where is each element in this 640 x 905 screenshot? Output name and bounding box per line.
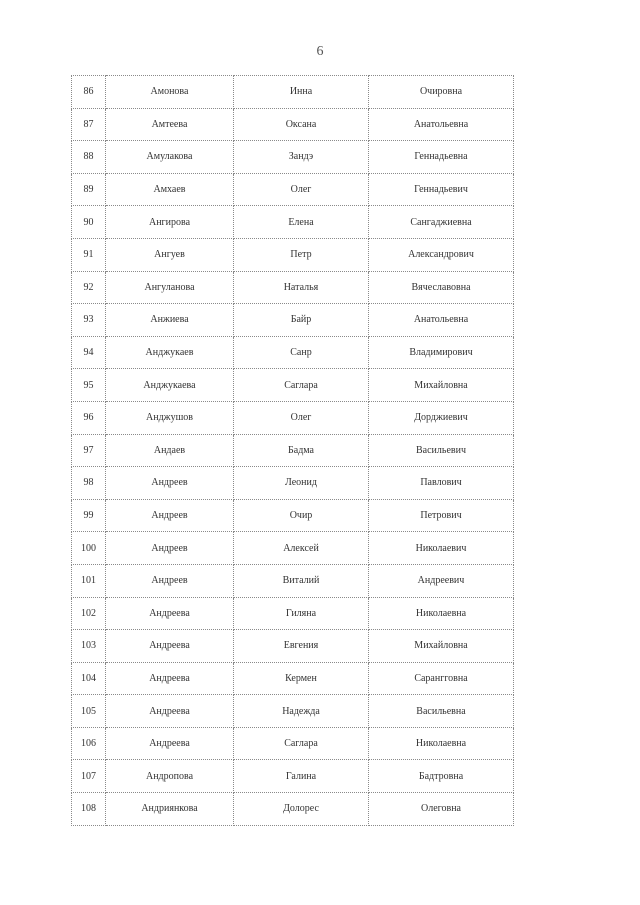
last-name: Амулакова	[106, 141, 234, 174]
row-number: 96	[72, 401, 106, 434]
first-name: Саглара	[234, 727, 369, 760]
row-number: 86	[72, 76, 106, 109]
table-row	[72, 141, 514, 174]
row-number: 97	[72, 434, 106, 467]
last-name: Ангирова	[106, 206, 234, 239]
patronymic: Николаевна	[369, 727, 514, 760]
first-name: Наталья	[234, 271, 369, 304]
table-row	[72, 108, 514, 141]
last-name: Ангуланова	[106, 271, 234, 304]
table-row	[72, 793, 514, 826]
last-name: Андреева	[106, 630, 234, 663]
row-number: 94	[72, 336, 106, 369]
patronymic: Александрович	[369, 238, 514, 271]
table-row	[72, 304, 514, 337]
last-name: Андреев	[106, 564, 234, 597]
patronymic: Дорджиевич	[369, 401, 514, 434]
first-name: Гиляна	[234, 597, 369, 630]
row-number: 93	[72, 304, 106, 337]
first-name: Олег	[234, 173, 369, 206]
first-name: Олег	[234, 401, 369, 434]
last-name: Андреева	[106, 727, 234, 760]
last-name: Анджукаев	[106, 336, 234, 369]
last-name: Амтеева	[106, 108, 234, 141]
row-number: 105	[72, 695, 106, 728]
patronymic: Вячеславовна	[369, 271, 514, 304]
first-name: Оксана	[234, 108, 369, 141]
patronymic: Николаевна	[369, 597, 514, 630]
table-row	[72, 173, 514, 206]
last-name: Андреев	[106, 499, 234, 532]
roster-table	[71, 75, 514, 826]
row-number: 87	[72, 108, 106, 141]
page-number: 6	[316, 44, 324, 59]
last-name: Андреева	[106, 695, 234, 728]
patronymic: Геннадьевна	[369, 141, 514, 174]
first-name: Галина	[234, 760, 369, 793]
first-name: Зандэ	[234, 141, 369, 174]
first-name: Долорес	[234, 793, 369, 826]
patronymic: Васильевна	[369, 695, 514, 728]
last-name: Амхаев	[106, 173, 234, 206]
row-number: 89	[72, 173, 106, 206]
last-name: Андаев	[106, 434, 234, 467]
patronymic: Олеговна	[369, 793, 514, 826]
last-name: Ангуев	[106, 238, 234, 271]
table-row	[72, 630, 514, 663]
first-name: Байр	[234, 304, 369, 337]
row-number: 98	[72, 467, 106, 500]
row-number: 88	[72, 141, 106, 174]
row-number: 103	[72, 630, 106, 663]
patronymic: Анатольевна	[369, 304, 514, 337]
row-number: 92	[72, 271, 106, 304]
last-name: Анжиева	[106, 304, 234, 337]
roster-table-body	[72, 76, 514, 826]
row-number: 95	[72, 369, 106, 402]
row-number: 107	[72, 760, 106, 793]
table-row	[72, 532, 514, 565]
row-number: 99	[72, 499, 106, 532]
table-row	[72, 695, 514, 728]
first-name: Санр	[234, 336, 369, 369]
table-row	[72, 499, 514, 532]
patronymic: Николаевич	[369, 532, 514, 565]
last-name: Анджукаева	[106, 369, 234, 402]
table-row	[72, 727, 514, 760]
last-name: Анджушов	[106, 401, 234, 434]
first-name: Леонид	[234, 467, 369, 500]
row-number: 102	[72, 597, 106, 630]
table-row	[72, 597, 514, 630]
patronymic: Петрович	[369, 499, 514, 532]
patronymic: Сарангговна	[369, 662, 514, 695]
last-name: Андриянкова	[106, 793, 234, 826]
patronymic: Васильевич	[369, 434, 514, 467]
table-row	[72, 760, 514, 793]
patronymic: Очировна	[369, 76, 514, 109]
last-name: Андреев	[106, 532, 234, 565]
table-row	[72, 76, 514, 109]
patronymic: Михайловна	[369, 369, 514, 402]
row-number: 104	[72, 662, 106, 695]
patronymic: Михайловна	[369, 630, 514, 663]
table-row	[72, 206, 514, 239]
row-number: 91	[72, 238, 106, 271]
first-name: Виталий	[234, 564, 369, 597]
first-name: Елена	[234, 206, 369, 239]
patronymic: Владимирович	[369, 336, 514, 369]
first-name: Евгения	[234, 630, 369, 663]
patronymic: Геннадьевич	[369, 173, 514, 206]
patronymic: Андреевич	[369, 564, 514, 597]
table-row	[72, 434, 514, 467]
row-number: 108	[72, 793, 106, 826]
first-name: Очир	[234, 499, 369, 532]
row-number: 90	[72, 206, 106, 239]
last-name: Андропова	[106, 760, 234, 793]
last-name: Андреева	[106, 662, 234, 695]
row-number: 106	[72, 727, 106, 760]
table-row	[72, 401, 514, 434]
patronymic: Анатольевна	[369, 108, 514, 141]
first-name: Бадма	[234, 434, 369, 467]
table-row	[72, 564, 514, 597]
row-number: 100	[72, 532, 106, 565]
patronymic: Бадтровна	[369, 760, 514, 793]
patronymic: Сангаджиевна	[369, 206, 514, 239]
last-name: Андреев	[106, 467, 234, 500]
patronymic: Павлович	[369, 467, 514, 500]
last-name: Амонова	[106, 76, 234, 109]
row-number: 101	[72, 564, 106, 597]
first-name: Алексей	[234, 532, 369, 565]
first-name: Надежда	[234, 695, 369, 728]
last-name: Андреева	[106, 597, 234, 630]
first-name: Кермен	[234, 662, 369, 695]
table-row	[72, 271, 514, 304]
table-row	[72, 238, 514, 271]
first-name: Инна	[234, 76, 369, 109]
first-name: Петр	[234, 238, 369, 271]
first-name: Саглара	[234, 369, 369, 402]
table-row	[72, 369, 514, 402]
table-row	[72, 336, 514, 369]
table-row	[72, 467, 514, 500]
table-row	[72, 662, 514, 695]
